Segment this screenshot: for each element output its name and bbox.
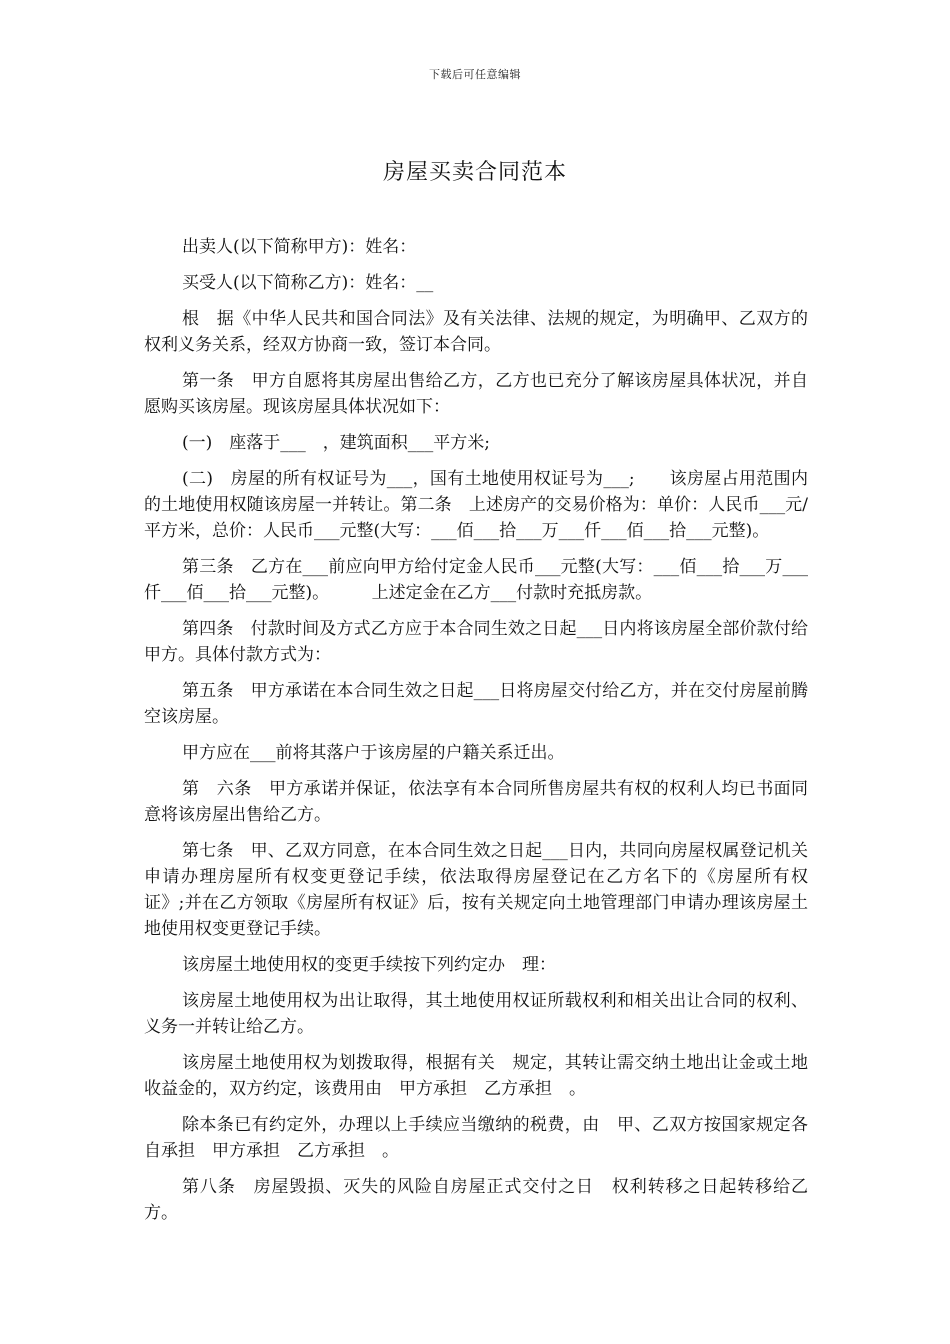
preamble-paragraph: 根 据《中华人民共和国合同法》及有关法律、法规的规定，为明确甲、乙双方的权利义务关系，经双方协商一致，签订本合同。 [144,309,808,355]
article-5: 第五条 甲方承诺在本合同生效之日起___日将房屋交付给乙方，并在交付房屋前腾空该房屋。 [144,681,808,727]
article-7-land-change: 该房屋土地使用权的变更手续按下列约定办 理： [182,955,556,975]
contract-body [144,234,825,1236]
article-6: 第 六条 甲方承诺并保证，依法享有本合同所售房屋共有权的权利人均已书面同意将该房屋出售给乙方。 [144,779,808,825]
article-4: 第四条 付款时间及方式乙方应于本合同生效之日起___日内将该房屋全部价款付给甲方。具体付款方式为： [144,619,808,665]
article-3: 第三条 乙方在___前应向甲方给付定金人民币___元整(大写：___佰___拾___万___仟___佰___拾___元整)。 上述定金在乙方___付款时充抵房款。 [144,557,808,603]
article-8: 第八条 房屋毁损、灭失的风险自房屋正式交付之日 权利转移之日起转移给乙方。 [144,1177,808,1223]
document-title: 房屋买卖合同范本 [382,160,567,185]
party-b-line: 买受人(以下简称乙方)：姓名：__ [182,273,434,293]
header-note: 下载后可任意编辑 [429,68,521,81]
article-7-transfer-grant: 该房屋土地使用权为出让取得，其土地使用权证所载权利和相关出让合同的权利、义务一并转让给乙方。 [144,991,808,1037]
article-1-item-2-and-article-2: (二) 房屋的所有权证号为___，国有土地使用权证号为___; 该房屋占用范围内的土地使用权随该房屋一并转让。第二条 上述房产的交易价格为：单价：人民币___元/平方米，总价：人民币___元整(大写：___佰___拾___万___仟___佰___拾___元整)。 [144,469,808,541]
article-1: 第一条 甲方自愿将其房屋出售给乙方，乙方也已充分了解该房屋具体状况，并自愿购买该房屋。现该房屋具体状况如下： [144,371,808,417]
article-7-allocation-grant: 该房屋土地使用权为划拨取得，根据有关 规定，其转让需交纳土地出让金或土地收益金的，双方约定，该费用由 甲方承担 乙方承担 。 [144,1053,808,1099]
article-1-item-1: (一) 座落于___ ，建筑面积___平方米; [182,433,490,453]
party-a-line: 出卖人(以下简称甲方)：姓名： [182,237,417,257]
article-7-taxes: 除本条已有约定外，办理以上手续应当缴纳的税费，由 甲、乙双方按国家规定各自承担 甲方承担 乙方承担 。 [144,1115,808,1161]
article-5-household: 甲方应在___前将其落户于该房屋的户籍关系迁出。 [182,743,565,763]
article-7: 第七条 甲、乙双方同意，在本合同生效之日起___日内，共同向房屋权属登记机关申请办理房屋所有权变更登记手续，依法取得房屋登记在乙方名下的《房屋所有权 证》;并在乙方领取《房屋所有权证》后，按有关规定向土地管理部门申请办理该房屋土地使用权变更登记手续。 [144,841,825,939]
